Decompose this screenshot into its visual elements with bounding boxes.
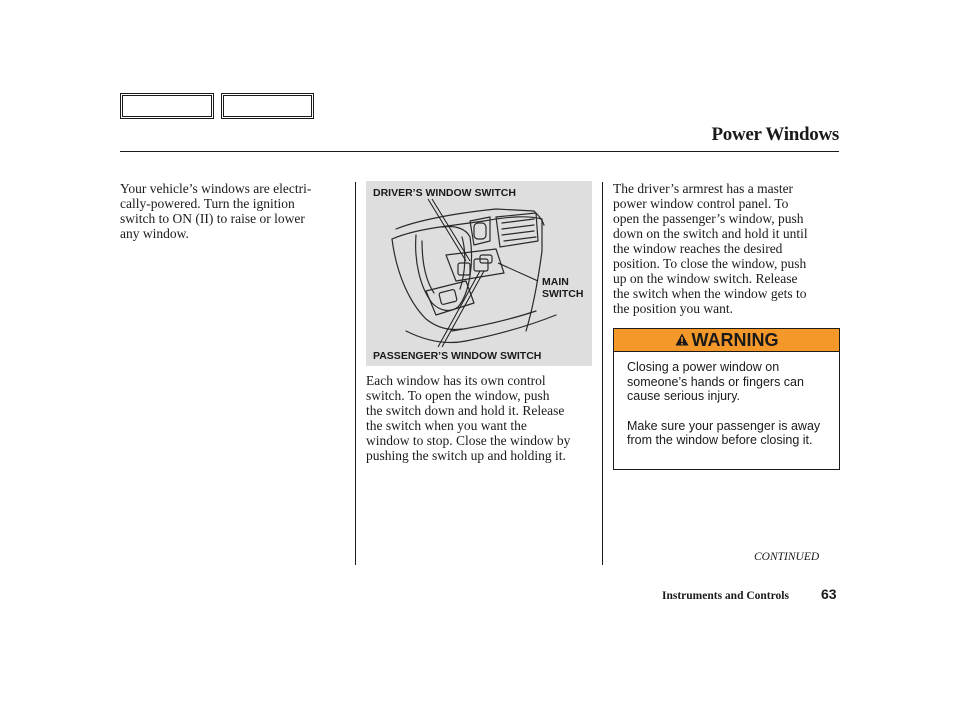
page-title: Power Windows [711, 124, 839, 145]
warning-triangle-icon [675, 330, 689, 351]
column-divider [355, 182, 356, 565]
door-armrest-drawing [366, 181, 592, 366]
passenger-window-switch-label: PASSENGER’S WINDOW SWITCH [373, 350, 542, 362]
previous-section-button[interactable] [120, 93, 214, 119]
warning-box [613, 328, 840, 470]
warning-paragraph: Closing a power window on someone’s hands or fingers can cause serious injury. [627, 360, 804, 403]
main-switch-label: MAIN SWITCH [542, 276, 584, 300]
warning-paragraph: Make sure your passenger is away from the window before closing it. [627, 418, 821, 447]
page-number: 63 [821, 586, 837, 602]
intro-paragraph: Your vehicle’s windows are electri- cally-powered. Turn the ignition switch to ON (II) to raise or lower any window. [120, 181, 312, 241]
footer-section-name: Instruments and Controls [662, 590, 789, 602]
window-switch-illustration [366, 181, 592, 366]
warning-heading: WARNING [691, 329, 779, 350]
next-section-button[interactable] [221, 93, 314, 119]
title-rule [120, 151, 839, 152]
master-panel-paragraph: The driver’s armrest has a master power window control panel. To open the passenger’s window, push down on the switch and hold it until the window reaches the desired position. To close the window, push up on the window switch. Release the switch when the window gets to the position you want. [613, 181, 808, 316]
driver-window-switch-label: DRIVER’S WINDOW SWITCH [373, 187, 516, 199]
window-switch-paragraph: Each window has its own control switch. To open the window, push the switch down and hold it. Release the switch when you want the window to stop. Close the window by pushing the switch up and holding it. [366, 373, 571, 463]
column-divider [602, 182, 603, 565]
continued-note: CONTINUED [754, 551, 820, 563]
warning-body [614, 352, 839, 448]
warning-header [614, 329, 839, 352]
